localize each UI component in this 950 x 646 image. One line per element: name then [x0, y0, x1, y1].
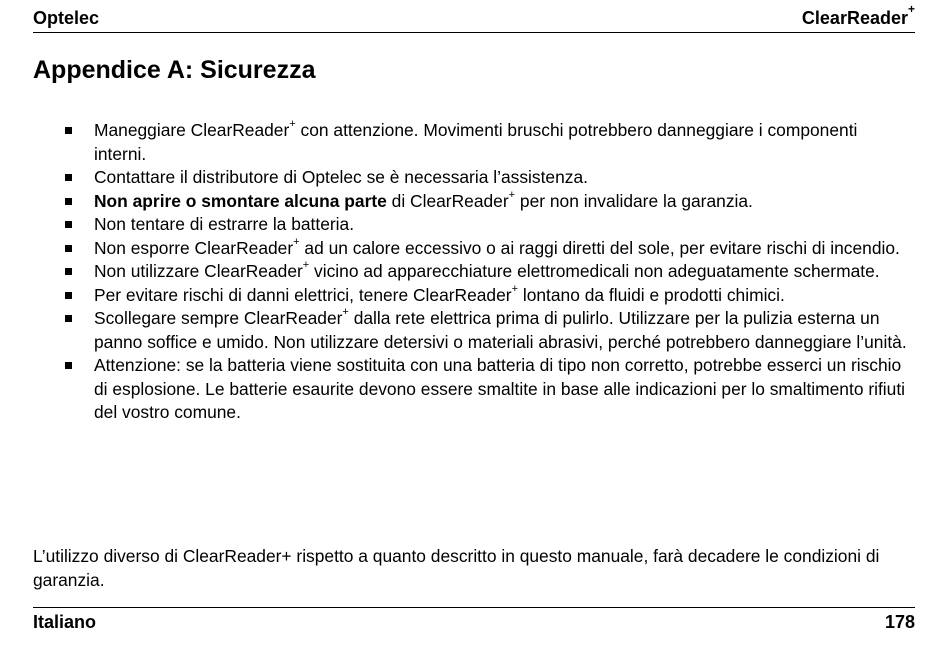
warning-bold-text: Non aprire o smontare alcuna parte [94, 190, 387, 211]
safety-list [62, 119, 912, 425]
list-item: Scollegare sempre ClearReader+ dalla rete elettrica prima di pulirlo. Utilizzare per la pulizia esterna un panno soffice e umido. Non utilizzare detersivi o materiali abrasivi, perché potrebbero danneggiare l’unità. [62, 307, 912, 354]
footer-language: Italiano [33, 612, 97, 632]
page-header [33, 2, 915, 33]
header-product [801, 2, 915, 29]
list-item: Maneggiare ClearReader+ con attenzione. Movimenti bruschi potrebbero danneggiare i componenti interni. [62, 119, 912, 166]
page-number: 178 [884, 612, 915, 632]
list-item: Non utilizzare ClearReader+ vicino ad apparecchiature elettromedicali non adeguatamente schermate. [62, 260, 912, 284]
warranty-note: L’utilizzo diverso di ClearReader+ rispetto a quanto descritto in questo manuale, farà decadere le condizioni di garanzia. [33, 546, 880, 590]
list-item: Non aprire o smontare alcuna parte di ClearReader+ per non invalidare la garanzia. [62, 190, 912, 214]
header-product-name: ClearReader [801, 8, 908, 28]
list-item: Non esporre ClearReader+ ad un calore eccessivo o ai raggi diretti del sole, per evitare rischi di incendio. [62, 237, 912, 261]
list-item: Per evitare rischi di danni elettrici, tenere ClearReader+ lontano da fluidi e prodotti chimici. [62, 284, 912, 308]
header-product-sup: + [907, 2, 915, 16]
header-brand: Optelec [33, 8, 100, 28]
list-item: Non tentare di estrarre la batteria. [62, 213, 912, 237]
list-item: Attenzione: se la batteria viene sostituita con una batteria di tipo non corretto, potrebbe esserci un rischio di esplosione. Le batterie esaurite devono essere smaltite in base alle indicazioni per lo smaltimento rifiuti del vostro comune. [62, 354, 912, 425]
list-item: Contattare il distributore di Optelec se è necessaria l’assistenza. [62, 166, 912, 190]
page-footer [33, 607, 915, 633]
page-title: Appendice A: Sicurezza [33, 56, 316, 84]
